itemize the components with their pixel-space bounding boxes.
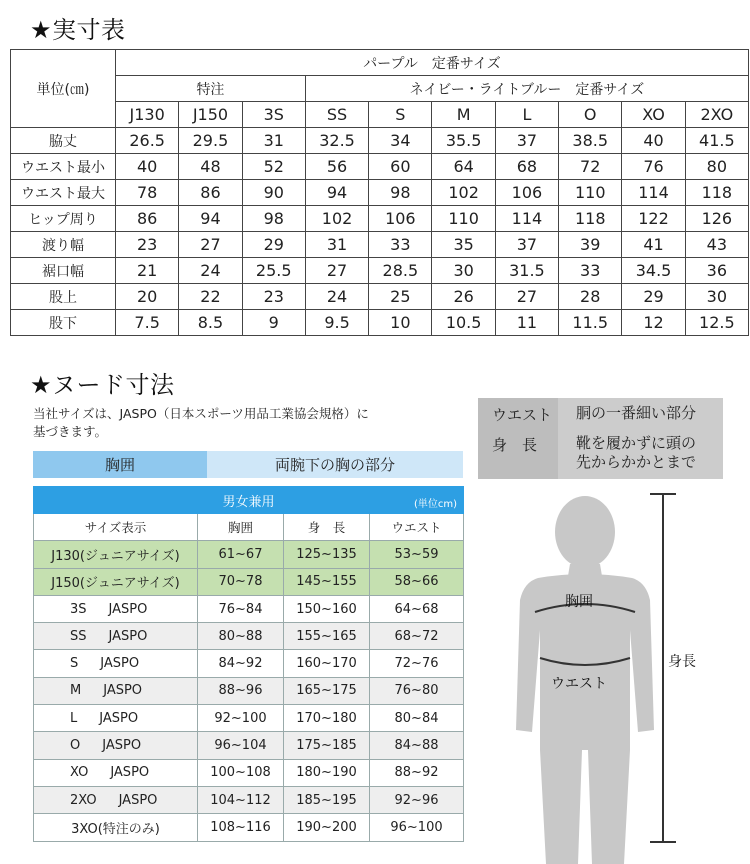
measurement-value: 7.5 <box>116 310 179 336</box>
measurement-value: 98 <box>242 206 305 232</box>
measurement-value: 26.5 <box>116 128 179 154</box>
purple-standard-label: パープル 定番サイズ <box>116 50 749 76</box>
actual-size-table <box>10 49 749 336</box>
size-header-cell: XO <box>622 102 685 128</box>
size-display-cell <box>34 541 198 568</box>
measurement-value: 28.5 <box>369 258 432 284</box>
chest-range: 104~112 <box>198 786 284 813</box>
size-display-cell <box>34 786 198 813</box>
definition-key: 身 長 <box>492 436 538 454</box>
measurement-value: 27 <box>179 232 242 258</box>
definition-value: 胴の一番細い部分 <box>576 404 697 422</box>
measurement-value: 72 <box>559 154 622 180</box>
nude-size-row <box>34 650 464 677</box>
chest-range: 100~108 <box>198 759 284 786</box>
waist-range: 84~88 <box>370 732 464 759</box>
nude-size-table <box>33 486 464 842</box>
waist-range: 64~68 <box>370 595 464 622</box>
measurement-value: 31 <box>305 232 368 258</box>
measurement-value: 36 <box>685 258 748 284</box>
nude-size-row <box>34 759 464 786</box>
size-standard: JASPO <box>108 628 148 644</box>
measurement-value: 110 <box>559 180 622 206</box>
nude-size-row <box>34 541 464 568</box>
size-header-cell: 2XO <box>685 102 748 128</box>
measurement-value: 114 <box>495 206 558 232</box>
chest-range: 88~96 <box>198 677 284 704</box>
size-name: XO <box>70 765 89 781</box>
measurement-row <box>11 310 749 336</box>
height-range: 145~155 <box>284 568 370 595</box>
measurement-value: 48 <box>179 154 242 180</box>
measurement-value: 11.5 <box>559 310 622 336</box>
measurement-value: 9 <box>242 310 305 336</box>
measurement-value: 64 <box>432 154 495 180</box>
nude-size-row <box>34 677 464 704</box>
measurement-value: 31.5 <box>495 258 558 284</box>
waist-range: 53~59 <box>370 541 464 568</box>
note-line-2: 基づきます。 <box>33 424 108 439</box>
size-display-cell <box>34 677 198 704</box>
measurement-value: 52 <box>242 154 305 180</box>
measurement-value: 122 <box>622 206 685 232</box>
measurement-value: 86 <box>116 206 179 232</box>
measurement-value: 29.5 <box>179 128 242 154</box>
measurement-value: 23 <box>242 284 305 310</box>
measurement-value: 34.5 <box>622 258 685 284</box>
size-name: S <box>70 656 79 672</box>
size-display-cell <box>34 595 198 622</box>
nude-size-row <box>34 732 464 759</box>
chest-range: 108~116 <box>198 814 284 841</box>
head-shape <box>555 496 615 568</box>
measurement-value: 90 <box>242 180 305 206</box>
size-header-cell: S <box>369 102 432 128</box>
measurement-value: 43 <box>685 232 748 258</box>
measurement-value: 31 <box>242 128 305 154</box>
size-header-cell: SS <box>305 102 368 128</box>
size-name: 3XO(特注のみ) <box>71 821 160 837</box>
measurement-value: 40 <box>622 128 685 154</box>
torso-shape <box>516 574 654 864</box>
unit-note: (単位cm) <box>413 499 458 510</box>
height-range: 190~200 <box>284 814 370 841</box>
measurement-row <box>11 180 749 206</box>
measurement-value: 39 <box>559 232 622 258</box>
nude-size-title: ★ヌード寸法 <box>30 371 175 399</box>
size-standard: JASPO <box>100 656 140 672</box>
waist-range: 80~84 <box>370 705 464 732</box>
measurement-value: 40 <box>116 154 179 180</box>
waist-range: 92~96 <box>370 786 464 813</box>
chest-label: 胸囲 <box>33 451 207 478</box>
size-table-title: ★実寸表 <box>30 16 126 44</box>
waist-range: 88~92 <box>370 759 464 786</box>
measurement-label: 股上 <box>11 284 116 310</box>
waist-range: 72~76 <box>370 650 464 677</box>
body-figure <box>478 480 748 864</box>
measurement-value: 68 <box>495 154 558 180</box>
measurement-value: 41.5 <box>685 128 748 154</box>
size-display-cell <box>34 623 198 650</box>
measurement-value: 35.5 <box>432 128 495 154</box>
measurement-value: 37 <box>495 232 558 258</box>
size-display-cell <box>34 568 198 595</box>
height-range: 165~175 <box>284 677 370 704</box>
measurement-value: 110 <box>432 206 495 232</box>
measurement-value: 118 <box>685 180 748 206</box>
nude-size-row <box>34 595 464 622</box>
measurement-value: 27 <box>495 284 558 310</box>
measurement-value: 41 <box>622 232 685 258</box>
size-standard: JASPO <box>110 765 150 781</box>
nude-size-row <box>34 814 464 841</box>
chest-description: 両腕下の胸の部分 <box>207 451 463 478</box>
definition-key: ウエスト <box>492 406 553 424</box>
measurement-value: 22 <box>179 284 242 310</box>
measurement-value: 102 <box>305 206 368 232</box>
chest-range: 96~104 <box>198 732 284 759</box>
measurement-value: 80 <box>685 154 748 180</box>
nude-column-header: サイズ表示 <box>34 514 198 541</box>
height-range: 125~135 <box>284 541 370 568</box>
measurement-row <box>11 232 749 258</box>
nude-column-header: 胸囲 <box>198 514 284 541</box>
definition-value-block <box>576 434 696 472</box>
nude-column-header: 身 長 <box>284 514 370 541</box>
waist-range: 76~80 <box>370 677 464 704</box>
measurement-value: 78 <box>116 180 179 206</box>
size-name: J150(ジュニアサイズ) <box>51 576 180 592</box>
measurement-value: 12.5 <box>685 310 748 336</box>
size-header-cell: 3S <box>242 102 305 128</box>
special-order-label: 特注 <box>116 76 306 102</box>
measurement-label: 股下 <box>11 310 116 336</box>
measurement-value: 28 <box>559 284 622 310</box>
size-header-cell: J150 <box>179 102 242 128</box>
height-range: 180~190 <box>284 759 370 786</box>
figure-height-label: 身長 <box>668 654 696 670</box>
measurement-value: 32.5 <box>305 128 368 154</box>
measurement-value: 23 <box>116 232 179 258</box>
chest-definition-strip <box>33 451 463 478</box>
unit-label: 単位(㎝) <box>11 50 116 128</box>
measurement-value: 35 <box>432 232 495 258</box>
size-header-cell: J130 <box>116 102 179 128</box>
unisex-banner <box>34 487 464 514</box>
waist-range: 96~100 <box>370 814 464 841</box>
size-standard: JASPO <box>99 710 139 726</box>
measurement-value: 94 <box>179 206 242 232</box>
measurement-value: 114 <box>622 180 685 206</box>
chest-range: 84~92 <box>198 650 284 677</box>
measurement-value: 76 <box>622 154 685 180</box>
size-display-cell <box>34 732 198 759</box>
measurement-value: 37 <box>495 128 558 154</box>
measurement-row <box>11 154 749 180</box>
measurement-label: 渡り幅 <box>11 232 116 258</box>
waist-range: 58~66 <box>370 568 464 595</box>
size-name: M <box>70 683 82 699</box>
measurement-value: 94 <box>305 180 368 206</box>
measurement-value: 24 <box>305 284 368 310</box>
definition-box <box>478 398 723 479</box>
measurement-value: 30 <box>432 258 495 284</box>
nude-size-row <box>34 623 464 650</box>
height-range: 160~170 <box>284 650 370 677</box>
measurement-label: ウエスト最大 <box>11 180 116 206</box>
size-name: J130(ジュニアサイズ) <box>51 548 180 564</box>
measurement-value: 38.5 <box>559 128 622 154</box>
measurement-row <box>11 258 749 284</box>
measurement-value: 12 <box>622 310 685 336</box>
size-standard: JASPO <box>108 601 148 617</box>
measurement-value: 8.5 <box>179 310 242 336</box>
size-header-cell: L <box>495 102 558 128</box>
figure-chest-label: 胸囲 <box>565 594 593 610</box>
measurement-value: 20 <box>116 284 179 310</box>
size-standard: JASPO <box>102 738 142 754</box>
measurement-label: ヒップ周り <box>11 206 116 232</box>
size-name: L <box>70 710 78 726</box>
unisex-label: 男女兼用 <box>222 494 275 510</box>
height-range: 150~160 <box>284 595 370 622</box>
measurement-value: 21 <box>116 258 179 284</box>
measurement-value: 24 <box>179 258 242 284</box>
chest-range: 80~88 <box>198 623 284 650</box>
measurement-value: 126 <box>685 206 748 232</box>
measurement-value: 106 <box>495 180 558 206</box>
height-range: 170~180 <box>284 705 370 732</box>
measurement-label: 裾口幅 <box>11 258 116 284</box>
nude-column-header: ウエスト <box>370 514 464 541</box>
size-display-cell <box>34 705 198 732</box>
figure-waist-label: ウエスト <box>551 676 607 692</box>
size-name: 3S <box>70 601 87 617</box>
measurement-value: 11 <box>495 310 558 336</box>
measurement-row <box>11 128 749 154</box>
measurement-value: 33 <box>559 258 622 284</box>
navy-standard-label: ネイビー・ライトブルー 定番サイズ <box>305 76 748 102</box>
nude-column-headers <box>34 514 464 541</box>
height-range: 155~165 <box>284 623 370 650</box>
size-name: O <box>70 738 81 754</box>
measurement-value: 29 <box>242 232 305 258</box>
height-range: 175~185 <box>284 732 370 759</box>
chest-range: 70~78 <box>198 568 284 595</box>
chest-range: 76~84 <box>198 595 284 622</box>
measurement-value: 30 <box>685 284 748 310</box>
jaspo-note <box>33 405 453 441</box>
measurement-value: 56 <box>305 154 368 180</box>
measurement-label: ウエスト最小 <box>11 154 116 180</box>
measurement-value: 10 <box>369 310 432 336</box>
measurement-value: 118 <box>559 206 622 232</box>
measurement-value: 29 <box>622 284 685 310</box>
size-standard: JASPO <box>103 683 143 699</box>
size-name: SS <box>70 628 87 644</box>
measurement-value: 27 <box>305 258 368 284</box>
size-display-cell <box>34 759 198 786</box>
measurement-value: 106 <box>369 206 432 232</box>
measurement-value: 10.5 <box>432 310 495 336</box>
size-display-cell <box>34 814 198 841</box>
measurement-value: 26 <box>432 284 495 310</box>
height-range: 185~195 <box>284 786 370 813</box>
measurement-value: 9.5 <box>305 310 368 336</box>
size-standard: JASPO <box>118 792 158 808</box>
measurement-value: 86 <box>179 180 242 206</box>
size-name: 2XO <box>70 792 97 808</box>
measurement-label: 脇丈 <box>11 128 116 154</box>
measurement-value: 25 <box>369 284 432 310</box>
chest-range: 61~67 <box>198 541 284 568</box>
measurement-value: 34 <box>369 128 432 154</box>
measurement-row <box>11 206 749 232</box>
measurement-value: 98 <box>369 180 432 206</box>
definition-value: 先からかかとまで <box>576 453 697 471</box>
chest-range: 92~100 <box>198 705 284 732</box>
measurement-value: 25.5 <box>242 258 305 284</box>
nude-size-row <box>34 786 464 813</box>
definition-value: 靴を履かずに頭の <box>576 434 697 452</box>
size-header-cell: M <box>432 102 495 128</box>
measurement-value: 33 <box>369 232 432 258</box>
measurement-row <box>11 284 749 310</box>
note-line-1: 当社サイズは、JASPO（日本スポーツ用品工業協会規格）に <box>33 406 369 421</box>
nude-size-row <box>34 705 464 732</box>
measurement-value: 102 <box>432 180 495 206</box>
size-header-cell: O <box>559 102 622 128</box>
measurement-value: 60 <box>369 154 432 180</box>
nude-size-row <box>34 568 464 595</box>
size-display-cell <box>34 650 198 677</box>
size-header-row <box>11 102 749 128</box>
waist-range: 68~72 <box>370 623 464 650</box>
